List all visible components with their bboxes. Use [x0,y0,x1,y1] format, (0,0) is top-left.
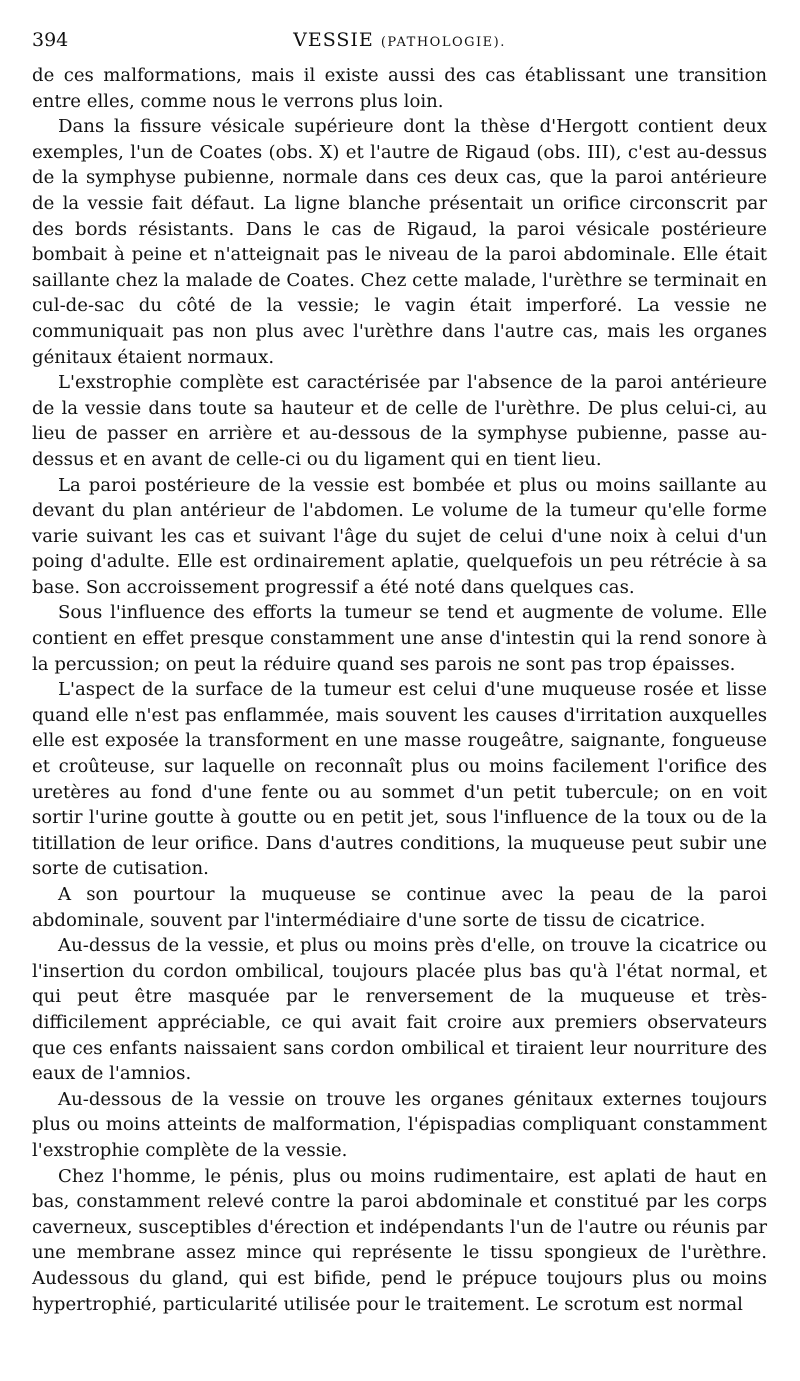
running-title [32,26,767,57]
page-number: 394 [32,29,69,51]
paragraph: de ces malformations, mais il existe aussi des cas établissant une transition entre elles, comme nous le verrons plus loin. [32,65,767,112]
paragraph: A son pourtour la muqueuse se continue avec la peau de la paroi abdominale, souvent par l'intermédiaire d'une sorte de tissu de cicatrice. [32,884,767,931]
paragraph: Dans la fissure vésicale supérieure dont la thèse d'Hergott contient deux exemples, l'un de Coates (obs. X) et l'autre de Rigaud (obs. III), c'est au-dessus de la symphyse pubienne, normale dans ces deux cas, que la paroi antérieure de la vessie fait défaut. La ligne blanche présentait un orifice circonscrit par des bords résistants. Dans le cas de Rigaud, la paroi vésicale postérieure bombait à peine et n'atteignait pas le niveau de la paroi abdominale. Elle était saillante chez la malade de Coates. Chez cette malade, l'urèthre se terminait en cul-de-sac du côté de la vessie; le vagin était imperforé. La vessie ne communiquait pas non plus avec l'urèthre dans l'autre cas, mais les organes génitaux étaient normaux. [32,116,767,368]
paragraph: Au-dessus de la vessie, et plus ou moins près d'elle, on trouve la cicatrice ou l'insertion du cordon ombilical, toujours placée plus bas qu'à l'état normal, et qui peut être masquée par le renversement de la muqueuse et très-difficilement appréciable, ce qui avait fait croire aux premiers observateurs que ces enfants naissaient sans cordon ombilical et tiraient leur nourriture des eaux de l'amnios. [32,935,767,1085]
running-title-subtitle: (PATHOLOGIE). [380,35,506,50]
running-title-main: VESSIE [293,29,374,51]
body-text [32,63,767,1317]
paragraph: La paroi postérieure de la vessie est bombée et plus ou moins saillante au devant du plan antérieur de l'abdomen. Le volume de la tumeur qu'elle forme varie suivant les cas et suivant l'âge du sujet de celui d'une noix à celui d'un poing d'adulte. Elle est ordinairement aplatie, quelquefois un peu rétrécie à sa base. Son accroissement progressif a été noté dans quelques cas. [32,474,767,598]
paragraph: L'exstrophie complète est caractérisée par l'absence de la paroi antérieure de la vessie dans toute sa hauteur et de celle de l'urèthre. De plus celui-ci, au lieu de passer en arrière et au-dessous de la symphyse pubienne, passe au-dessus et en avant de celle-ci ou du ligament qui en tient lieu. [32,372,767,470]
paragraph: Chez l'homme, le pénis, plus ou moins rudimentaire, est aplati de haut en bas, constamment relevé contre la paroi abdominale et constitué par les corps caverneux, susceptibles d'érection et indépendants l'un de l'autre ou réunis par une membrane assez mince qui représente le tissu spongieux de l'urèthre. Audessous du gland, qui est bifide, pend le prépuce toujours plus ou moins hypertrophié, particularité utilisée pour le traitement. Le scrotum est normal [32,1165,767,1315]
book-page [32,26,767,1317]
paragraph: L'aspect de la surface de la tumeur est celui d'une muqueuse rosée et lisse quand elle n'est pas enflammée, mais souvent les causes d'irritation auxquelles elle est exposée la transforment en une masse rougeâtre, saignante, fongueuse et croûteuse, sur laquelle on reconnaît plus ou moins facilement l'orifice des uretères au fond d'une fente ou au sommet d'un petit tubercule; on en voit sortir l'urine goutte à goutte ou en petit jet, sous l'influence de la toux ou de la titillation de leur orifice. Dans d'autres conditions, la muqueuse peut subir une sorte de cutisation. [32,679,767,880]
paragraph: Au-dessous de la vessie on trouve les organes génitaux externes toujours plus ou moins atteints de malformation, l'épispadias compliquant constamment l'exstrophie complète de la vessie. [32,1088,767,1161]
paragraph: Sous l'influence des efforts la tumeur se tend et augmente de volume. Elle contient en effet presque constamment une anse d'intestin qui la rend sonore à la percussion; on peut la réduire quand ses parois ne sont pas trop épaisses. [32,602,767,675]
page-header [32,26,767,54]
